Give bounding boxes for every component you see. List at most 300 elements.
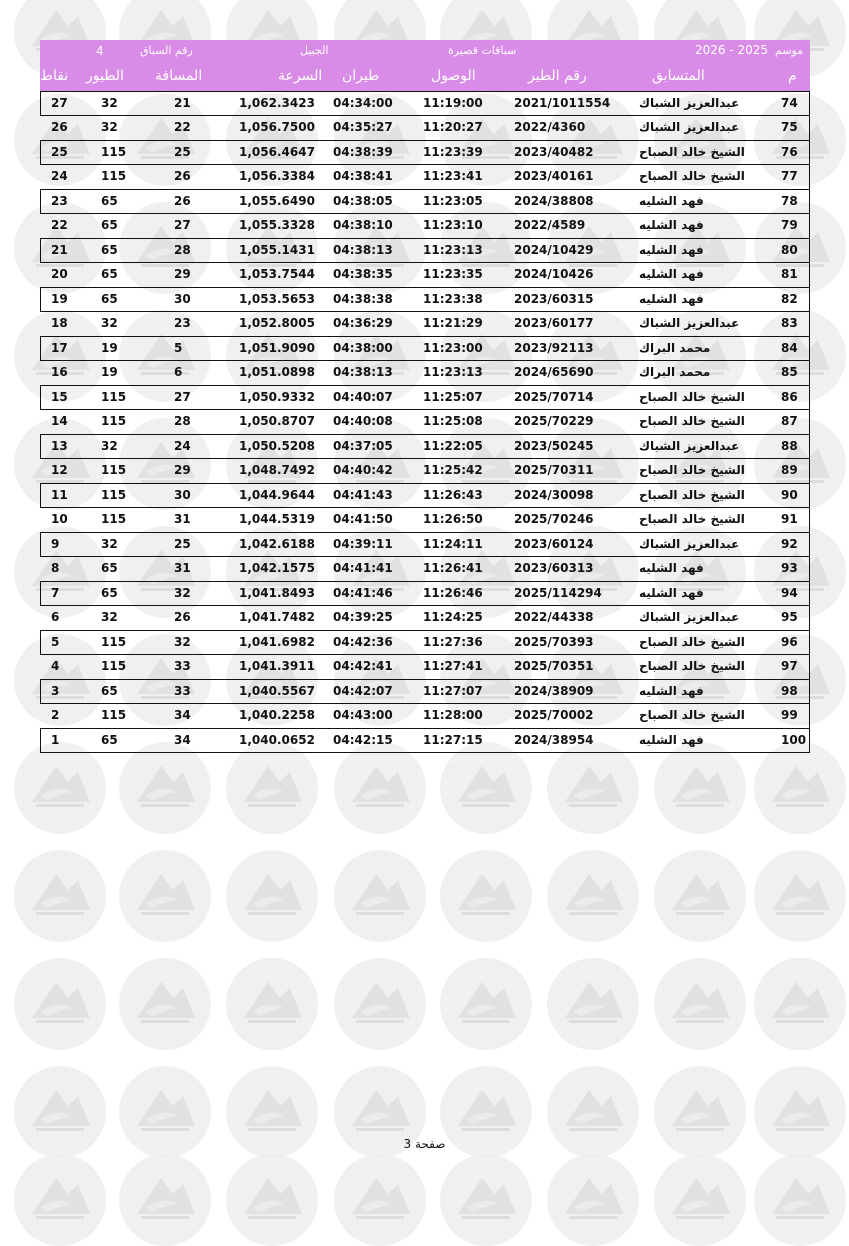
row-speed: 1,041.3911: [239, 658, 315, 673]
row-arrival: 11:23:39: [423, 145, 483, 159]
col-flight: طيران: [342, 68, 380, 84]
row-birds: 115: [101, 390, 127, 404]
row-ring: 2025/114294: [514, 586, 602, 600]
row-m: 74: [781, 96, 798, 110]
row-participant: عبدالعزيز الشباك: [639, 96, 740, 110]
col-birds: الطيور: [86, 68, 124, 84]
row-flight: 04:36:29: [333, 315, 393, 330]
row-arrival: 11:26:46: [423, 586, 483, 600]
row-birds: 115: [101, 145, 127, 159]
row-distance: 33: [174, 658, 191, 673]
row-ring: 2025/70351: [514, 658, 594, 673]
season-value: 2026 - 2025: [695, 43, 769, 57]
row-birds: 65: [101, 217, 118, 232]
row-points: 5: [51, 635, 60, 649]
row-distance: 6: [174, 364, 183, 379]
col-arrival: الوصول: [431, 68, 476, 84]
row-points: 13: [51, 439, 68, 453]
watermark-logo: [754, 742, 846, 834]
watermark-logo: [226, 742, 318, 834]
row-birds: 115: [101, 707, 127, 722]
row-flight: 04:38:05: [333, 194, 393, 208]
row-ring: 2024/10426: [514, 266, 594, 281]
watermark-logo: [334, 958, 426, 1050]
row-birds: 65: [101, 684, 118, 698]
row-birds: 115: [101, 413, 127, 428]
row-distance: 29: [174, 462, 191, 477]
row-m: 89: [781, 462, 798, 477]
table-row: [40, 655, 810, 680]
row-distance: 24: [174, 439, 191, 453]
row-m: 87: [781, 413, 798, 428]
row-flight: 04:38:13: [333, 364, 393, 379]
row-points: 25: [51, 145, 68, 159]
row-ring: 2024/30098: [514, 488, 594, 502]
row-points: 6: [51, 609, 60, 624]
watermark-logo: [119, 958, 211, 1050]
row-arrival: 11:23:35: [423, 266, 483, 281]
row-arrival: 11:23:13: [423, 364, 483, 379]
table-row: [40, 189, 810, 214]
row-speed: 1,056.4647: [239, 145, 315, 159]
row-speed: 1,041.8493: [239, 586, 315, 600]
row-flight: 04:38:00: [333, 341, 393, 355]
row-m: 88: [781, 439, 798, 453]
location-label: الجبيل: [300, 44, 329, 57]
row-distance: 32: [174, 635, 191, 649]
row-arrival: 11:23:38: [423, 292, 483, 306]
row-participant: الشيخ خالد الصباح: [639, 635, 745, 649]
watermark-logo: [547, 1154, 639, 1246]
row-points: 18: [51, 315, 68, 330]
row-speed: 1,053.5653: [239, 292, 315, 306]
row-distance: 34: [174, 733, 191, 747]
watermark-logo: [654, 1154, 746, 1246]
row-ring: 2024/38954: [514, 733, 594, 747]
row-flight: 04:38:35: [333, 266, 393, 281]
row-birds: 32: [101, 609, 118, 624]
row-arrival: 11:21:29: [423, 315, 483, 330]
table-row: [40, 679, 810, 704]
watermark-logo: [14, 850, 106, 942]
row-m: 96: [781, 635, 798, 649]
row-arrival: 11:25:07: [423, 390, 483, 404]
row-distance: 25: [174, 145, 191, 159]
row-points: 16: [51, 364, 68, 379]
row-ring: 2025/70393: [514, 635, 594, 649]
row-flight: 04:39:25: [333, 609, 393, 624]
table-row: [40, 459, 810, 484]
row-flight: 04:38:38: [333, 292, 393, 306]
row-ring: 2025/70002: [514, 707, 594, 722]
row-participant: محمد البراك: [639, 364, 711, 379]
watermark-logo: [119, 1154, 211, 1246]
row-participant: الشيخ خالد الصباح: [639, 707, 745, 722]
row-arrival: 11:27:07: [423, 684, 483, 698]
row-birds: 65: [101, 292, 118, 306]
row-participant: الشيخ خالد الصباح: [639, 168, 745, 183]
row-birds: 65: [101, 560, 118, 575]
watermark-logo: [654, 958, 746, 1050]
table-row: [40, 581, 810, 606]
row-participant: الشيخ خالد الصباح: [639, 462, 745, 477]
row-arrival: 11:22:05: [423, 439, 483, 453]
row-distance: 26: [174, 194, 191, 208]
watermark-logo: [14, 1154, 106, 1246]
watermark-logo: [334, 1154, 426, 1246]
col-distance: المسافة: [155, 68, 203, 84]
row-ring: 2025/70311: [514, 462, 594, 477]
table-row: [40, 91, 810, 116]
row-distance: 30: [174, 292, 191, 306]
row-distance: 29: [174, 266, 191, 281]
row-m: 99: [781, 707, 798, 722]
row-points: 2: [51, 707, 60, 722]
row-arrival: 11:25:08: [423, 413, 483, 428]
row-distance: 34: [174, 707, 191, 722]
row-ring: 2021/1011554: [514, 96, 611, 110]
watermark-logo: [14, 958, 106, 1050]
row-ring: 2024/65690: [514, 364, 594, 379]
row-arrival: 11:23:05: [423, 194, 483, 208]
row-birds: 115: [101, 488, 127, 502]
row-points: 12: [51, 462, 68, 477]
row-flight: 04:40:42: [333, 462, 393, 477]
row-m: 80: [781, 243, 798, 257]
row-flight: 04:41:43: [333, 488, 393, 502]
race-number-value: 4: [96, 44, 104, 58]
row-participant: فهد الشليه: [639, 684, 704, 698]
table-row: [40, 508, 810, 533]
row-birds: 19: [101, 341, 118, 355]
row-participant: فهد الشليه: [639, 560, 704, 575]
row-ring: 2023/60177: [514, 315, 594, 330]
table-row: [40, 140, 810, 165]
row-arrival: 11:23:13: [423, 243, 483, 257]
row-flight: 04:39:11: [333, 537, 393, 551]
row-points: 20: [51, 266, 68, 281]
row-arrival: 11:27:36: [423, 635, 483, 649]
table-row: [40, 287, 810, 312]
col-speed: السرعة: [278, 68, 323, 84]
row-flight: 04:40:07: [333, 390, 393, 404]
row-arrival: 11:19:00: [423, 96, 483, 110]
row-m: 100: [781, 733, 807, 747]
row-ring: 2023/60124: [514, 537, 594, 551]
row-birds: 115: [101, 168, 127, 183]
table-row: [40, 214, 810, 239]
season-label: موسم: [775, 44, 804, 57]
row-arrival: 11:27:15: [423, 733, 483, 747]
row-participant: عبدالعزيز الشباك: [639, 439, 740, 453]
table-row: [40, 336, 810, 361]
row-participant: فهد الشليه: [639, 243, 704, 257]
row-points: 15: [51, 390, 68, 404]
table-row: [40, 165, 810, 190]
column-headers: [40, 63, 810, 91]
row-points: 23: [51, 194, 68, 208]
row-m: 95: [781, 609, 798, 624]
row-arrival: 11:27:41: [423, 658, 483, 673]
row-participant: فهد الشليه: [639, 266, 704, 281]
watermark-logo: [119, 850, 211, 942]
row-m: 75: [781, 119, 798, 134]
row-participant: عبدالعزيز الشباك: [639, 119, 740, 134]
row-speed: 1,042.1575: [239, 560, 315, 575]
table-row: [40, 434, 810, 459]
watermark-logo: [334, 850, 426, 942]
row-distance: 27: [174, 217, 191, 232]
row-participant: فهد الشليه: [639, 217, 704, 232]
col-participant: المتسابق: [652, 68, 705, 84]
table-row: [40, 361, 810, 386]
row-points: 26: [51, 119, 68, 134]
row-flight: 04:42:36: [333, 635, 393, 649]
row-birds: 65: [101, 266, 118, 281]
row-ring: 2023/60313: [514, 560, 594, 575]
watermark-logo: [654, 850, 746, 942]
row-distance: 21: [174, 96, 191, 110]
watermark-logo: [547, 850, 639, 942]
row-speed: 1,050.5208: [239, 439, 315, 453]
row-ring: 2023/40482: [514, 145, 594, 159]
row-distance: 23: [174, 315, 191, 330]
row-flight: 04:42:15: [333, 733, 393, 747]
col-m: م: [788, 68, 797, 84]
row-m: 81: [781, 266, 798, 281]
table-row: [40, 410, 810, 435]
row-arrival: 11:26:41: [423, 560, 483, 575]
watermark-logo: [14, 742, 106, 834]
row-participant: فهد الشليه: [639, 194, 704, 208]
watermark-logo: [334, 742, 426, 834]
row-ring: 2025/70246: [514, 511, 594, 526]
row-distance: 30: [174, 488, 191, 502]
page-footer: صفحة 3: [403, 1137, 446, 1151]
row-speed: 1,041.7482: [239, 609, 315, 624]
race-number-label: رقم السباق: [140, 44, 193, 57]
row-speed: 1,050.8707: [239, 413, 315, 428]
row-ring: 2023/60315: [514, 292, 594, 306]
row-flight: 04:38:13: [333, 243, 393, 257]
row-participant: عبدالعزيز الشباك: [639, 609, 740, 624]
row-arrival: 11:26:43: [423, 488, 483, 502]
row-participant: الشيخ خالد الصباح: [639, 658, 745, 673]
row-participant: الشيخ خالد الصباح: [639, 488, 745, 502]
row-points: 8: [51, 560, 60, 575]
row-points: 1: [51, 733, 60, 747]
row-points: 22: [51, 217, 68, 232]
row-ring: 2023/92113: [514, 341, 594, 355]
row-speed: 1,056.3384: [239, 168, 315, 183]
row-flight: 04:42:41: [333, 658, 393, 673]
watermark-logo: [654, 742, 746, 834]
row-m: 83: [781, 315, 798, 330]
results-sheet: [40, 40, 810, 753]
row-ring: 2022/4360: [514, 119, 586, 134]
row-participant: الشيخ خالد الصباح: [639, 413, 745, 428]
watermark-logo: [440, 850, 532, 942]
table-row: [40, 263, 810, 288]
row-participant: محمد البراك: [639, 341, 711, 355]
row-m: 76: [781, 145, 798, 159]
row-ring: 2024/38909: [514, 684, 594, 698]
row-distance: 31: [174, 511, 191, 526]
row-arrival: 11:28:00: [423, 707, 483, 722]
watermark-logo: [226, 958, 318, 1050]
table-row: [40, 728, 810, 753]
row-flight: 04:42:07: [333, 684, 393, 698]
row-ring: 2024/10429: [514, 243, 594, 257]
watermark-logo: [754, 1154, 846, 1246]
row-speed: 1,056.7500: [239, 119, 315, 134]
row-flight: 04:38:10: [333, 217, 393, 232]
row-participant: الشيخ خالد الصباح: [639, 511, 745, 526]
row-flight: 04:38:39: [333, 145, 393, 159]
row-birds: 65: [101, 194, 118, 208]
row-birds: 32: [101, 96, 118, 110]
table-row: [40, 238, 810, 263]
row-flight: 04:41:41: [333, 560, 393, 575]
watermark-logo: [440, 958, 532, 1050]
row-m: 92: [781, 537, 798, 551]
row-arrival: 11:23:41: [423, 168, 483, 183]
row-speed: 1,055.1431: [239, 243, 315, 257]
row-points: 27: [51, 96, 68, 110]
row-speed: 1,042.6188: [239, 537, 315, 551]
row-birds: 32: [101, 119, 118, 134]
row-birds: 115: [101, 462, 127, 477]
row-speed: 1,044.5319: [239, 511, 315, 526]
row-m: 78: [781, 194, 798, 208]
table-row: [40, 116, 810, 141]
watermark-logo: [547, 958, 639, 1050]
row-birds: 65: [101, 586, 118, 600]
row-ring: 2022/4589: [514, 217, 586, 232]
table-row: [40, 557, 810, 582]
row-points: 24: [51, 168, 68, 183]
row-arrival: 11:23:00: [423, 341, 483, 355]
row-speed: 1,051.9090: [239, 341, 315, 355]
row-distance: 28: [174, 413, 191, 428]
row-participant: الشيخ خالد الصباح: [639, 390, 745, 404]
row-birds: 32: [101, 439, 118, 453]
row-participant: عبدالعزيز الشباك: [639, 537, 740, 551]
row-birds: 115: [101, 635, 127, 649]
row-m: 77: [781, 168, 798, 183]
row-ring: 2024/38808: [514, 194, 594, 208]
row-distance: 22: [174, 119, 191, 134]
row-m: 86: [781, 390, 798, 404]
row-distance: 26: [174, 168, 191, 183]
watermark-logo: [226, 850, 318, 942]
watermark-logo: [440, 742, 532, 834]
row-flight: 04:40:08: [333, 413, 393, 428]
row-ring: 2023/40161: [514, 168, 594, 183]
row-arrival: 11:23:10: [423, 217, 483, 232]
row-distance: 31: [174, 560, 191, 575]
col-points: نقاط: [40, 68, 69, 84]
watermark-logo: [547, 742, 639, 834]
row-speed: 1,050.9332: [239, 390, 315, 404]
row-m: 93: [781, 560, 798, 575]
table-row: [40, 704, 810, 729]
table-row: [40, 385, 810, 410]
row-distance: 27: [174, 390, 191, 404]
row-speed: 1,062.3423: [239, 96, 315, 110]
watermark-logo: [754, 958, 846, 1050]
row-arrival: 11:24:11: [423, 537, 483, 551]
table-row: [40, 630, 810, 655]
row-speed: 1,052.8005: [239, 315, 315, 330]
row-ring: 2022/44338: [514, 609, 594, 624]
row-participant: فهد الشليه: [639, 586, 704, 600]
row-points: 11: [51, 488, 68, 502]
row-birds: 32: [101, 315, 118, 330]
row-speed: 1,041.6982: [239, 635, 315, 649]
row-birds: 32: [101, 537, 118, 551]
row-speed: 1,040.2258: [239, 707, 315, 722]
row-birds: 115: [101, 658, 127, 673]
row-points: 21: [51, 243, 68, 257]
row-m: 97: [781, 658, 798, 673]
row-speed: 1,048.7492: [239, 462, 315, 477]
row-flight: 04:43:00: [333, 707, 393, 722]
row-speed: 1,040.0652: [239, 733, 315, 747]
row-points: 9: [51, 537, 60, 551]
row-speed: 1,051.0898: [239, 364, 315, 379]
row-distance: 26: [174, 609, 191, 624]
row-m: 84: [781, 341, 798, 355]
row-flight: 04:37:05: [333, 439, 393, 453]
row-arrival: 11:20:27: [423, 119, 483, 134]
row-points: 19: [51, 292, 68, 306]
row-speed: 1,055.6490: [239, 194, 315, 208]
row-flight: 04:38:41: [333, 168, 393, 183]
row-speed: 1,053.7544: [239, 266, 315, 281]
row-points: 3: [51, 684, 60, 698]
watermark-logo: [440, 1154, 532, 1246]
row-m: 98: [781, 684, 798, 698]
table-row: [40, 532, 810, 557]
table-row: [40, 483, 810, 508]
row-arrival: 11:25:42: [423, 462, 483, 477]
row-distance: 33: [174, 684, 191, 698]
row-flight: 04:35:27: [333, 119, 393, 134]
watermark-logo: [119, 742, 211, 834]
row-flight: 04:41:50: [333, 511, 393, 526]
row-participant: فهد الشليه: [639, 292, 704, 306]
col-ring: رقم الطير: [528, 68, 587, 84]
row-speed: 1,055.3328: [239, 217, 315, 232]
row-participant: عبدالعزيز الشباك: [639, 315, 740, 330]
header-top-row: [40, 40, 810, 63]
row-m: 82: [781, 292, 798, 306]
row-flight: 04:34:00: [333, 96, 393, 110]
row-distance: 5: [174, 341, 183, 355]
row-points: 14: [51, 413, 68, 428]
row-m: 91: [781, 511, 798, 526]
row-m: 94: [781, 586, 798, 600]
table-row: [40, 606, 810, 631]
race-type-label: سباقات قصيرة: [448, 44, 517, 57]
row-points: 7: [51, 586, 60, 600]
row-points: 17: [51, 341, 68, 355]
row-speed: 1,040.5567: [239, 684, 315, 698]
row-flight: 04:41:46: [333, 586, 393, 600]
row-participant: فهد الشليه: [639, 733, 704, 747]
row-points: 10: [51, 511, 68, 526]
